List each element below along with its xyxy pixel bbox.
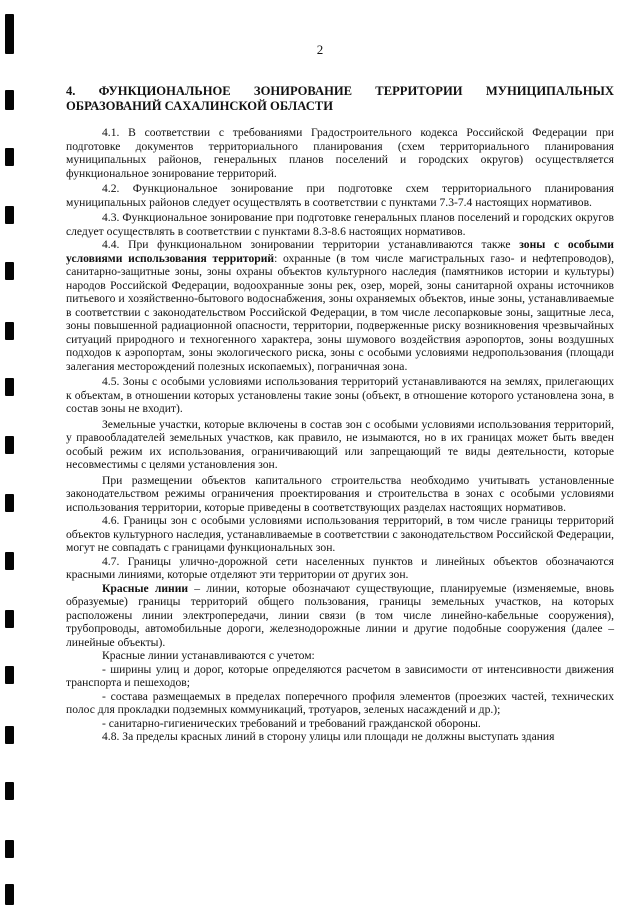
scan-binding-edge	[5, 0, 15, 905]
paragraph-capital-construction: При размещении объектов капитального строительства необходимо учитывать установленные законодательством режимы ограничения проектирования и строительства в зонах с особыми условиями использования территории, которые приведены в соответствующих разделах настоящих нормативов.	[66, 473, 614, 514]
paragraph-4-6: 4.6. Границы зон с особыми условиями использования территорий, в том числе границы территорий объектов культурного наследия, устанавливаемые в соответствии с законодательством Российской Федерации, могут не совпадать с границами функциональных зон.	[66, 514, 614, 554]
paragraph-4-4-intro: 4.4. При функциональном зонировании территории устанавливаются также	[102, 238, 520, 251]
paragraph-4-8: 4.8. За пределы красных линий в сторону улицы или площади не должны выступать здания	[102, 730, 555, 743]
paragraph-red-lines-established: Красные линии устанавливаются с учетом:	[102, 649, 315, 662]
section-heading: 4. ФУНКЦИОНАЛЬНОЕ ЗОНИРОВАНИЕ ТЕРРИТОРИИ МУНИЦИПАЛЬНЫХ ОБРАЗОВАНИЙ САХАЛИНСКОЙ ОБЛАСТИ	[66, 84, 614, 113]
paragraph-4-5: 4.5. Зоны с особыми условиями использования территорий устанавливаются на землях, прилегающих к объектам, в отношении которых установлены такие зоны (объект, в отношение которого установлена зона, в состав зоны не входит).	[66, 375, 614, 415]
list-item-street-width: - ширины улиц и дорог, которые определяются расчетом в зависимости от интенсивности движения транспорта и пешеходов;	[66, 662, 614, 689]
paragraph-4-7: 4.7. Границы улично-дорожной сети населенных пунктов и линейных объектов обозначаются красными линиями, которые отделяют эти территории от других зон.	[66, 554, 614, 581]
paragraph-land-plots: Земельные участки, которые включены в состав зон с особыми условиями использования территорий, у правообладателей земельных участков, как правило, не изымаются, но в их границах может быть введен особый режим их использования, ограничивающий или запрещающий те виды деятельности, которые несовместимы с целями установления зон.	[66, 417, 614, 471]
paragraph-4-3: 4.3. Функциональное зонирование при подготовке генеральных планов поселений и городских округов следует осуществлять в соответствии с пунктами 8.3-8.6 настоящих нормативов.	[66, 211, 614, 238]
list-item-profile-elements: - состава размещаемых в пределах поперечного профиля элементов (проезжих частей, технических полос для прокладки подземных коммуникаций, тротуаров, зеленых насаждений и др.);	[66, 689, 614, 716]
paragraph-4-2: 4.2. Функциональное зонирование при подготовке схем территориального планирования муниципальных районов следует осуществлять в соответствии с пунктами 7.3-7.4 настоящих нормативов.	[66, 182, 614, 209]
red-lines-term: Красные линии	[102, 581, 189, 595]
red-lines-definition: – линии, которые обозначают существующие, планируемые (изменяемые, вновь образуемые) границы территорий общего пользования, границы земельных участков, на которых расположены линии электропередачи, линии связи (в том числе линейно-кабельные сооружения), трубопроводы, автомобильные дороги, железнодорожные линии и другие подобные сооружения (далее – линейные объекты).	[66, 581, 614, 649]
list-item-sanitary-requirements: - санитарно-гигиенических требований и требований гражданской обороны.	[102, 716, 481, 730]
paragraph-4-4-text: : охранные (в том числе магистральных газо- и нефтепроводов), санитарно-защитные зоны, зоны охраны объектов культурного наследия (памятников истории и культуры) народов Российской Федерации, водоохранные зоны рек, озер, морей, зоны санитарной охраны источников питьевого и хозяйственно-бытового водоснабжения, зоны охраняемых объектов, иные зоны, устанавливаемые в соответствии с законодательством Российской Федерации, в том числе лесопарковые зоны, защитные леса, зоны повышенной радиационной опасности, территории, подверженные риску возникновения чрезвычайных ситуаций природного и техногенного характера, зоны шумового воздействия аэропортов, зоны воздушных подходов к аэропортам, зоны экологического риска, зоны с особыми условиями недропользования (площади залегания месторождений полезных ископаемых), пограничная зона.	[66, 251, 614, 373]
document-body	[66, 126, 614, 744]
page-number: 2	[316, 42, 324, 57]
paragraph-red-lines	[66, 582, 614, 650]
special-zones-term: зоны с особыми условиями использования территорий	[66, 238, 614, 265]
paragraph-4-1: 4.1. В соответствии с требованиями Градостроительного кодекса Российской Федерации при подготовке документов территориального планирования (схем территориального планирования муниципальных районов, генеральных планов поселений и городских округов) осуществляется функциональное зонирование территорий.	[66, 126, 614, 180]
paragraph-4-4	[66, 238, 614, 373]
